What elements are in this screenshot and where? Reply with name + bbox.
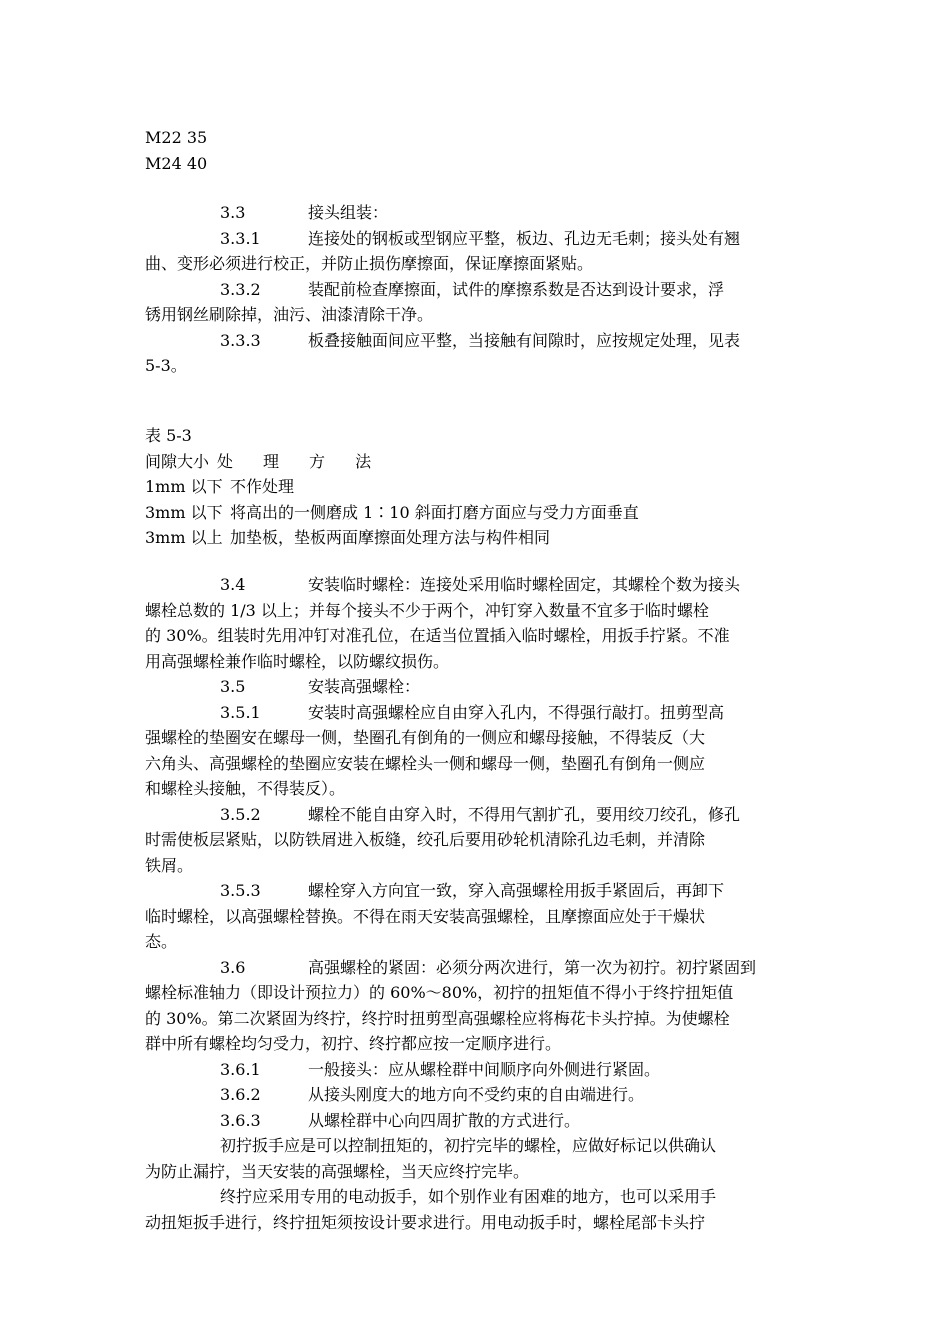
section-number: 3.3 [220, 203, 246, 222]
table-row [145, 500, 807, 526]
table-row [145, 474, 807, 500]
para-3-5-3-line3: 态。 [145, 932, 178, 951]
para-3-6-3 [145, 1108, 807, 1134]
table-cell-method: 不作处理 [230, 477, 295, 496]
table-cell-gap: 3mm 以上 [145, 528, 223, 547]
bolt-value: 35 [186, 128, 208, 147]
section-number: 3.4 [220, 575, 246, 594]
para-3-5-3-line2: 临时螺栓，以高强螺栓替换。不得在雨天安装高强螺栓，且摩擦面应处于干燥状 [145, 906, 706, 926]
paragraph-text: 螺栓穿入方向宜一致，穿入高强螺栓用扳手紧固后，再卸下 [308, 881, 725, 900]
section-3-3-heading [145, 200, 807, 226]
para-3-5-1-line3: 六角头、高强螺栓的垫圈应安装在螺栓头一侧和螺母一侧，垫圈孔有倒角一侧应 [145, 753, 706, 773]
header-char: 理 [263, 451, 280, 471]
para-3-5-2-line1 [145, 802, 807, 828]
section-number: 3.5.2 [220, 804, 261, 824]
section-number: 3.3.2 [220, 279, 261, 299]
table-cell-gap: 1mm 以下 [145, 477, 223, 496]
table-row [145, 525, 807, 551]
bolt-size: M22 [145, 128, 182, 147]
para-3-5-1-line2: 强螺栓的垫圈安在螺母一侧，垫圈孔有倒角的一侧应和螺母接触，不得装反（大 [145, 728, 706, 747]
table-caption: 表 5-3 [145, 426, 192, 445]
para-3-6-line1 [145, 955, 807, 981]
para-3-6-line2: 螺栓标准轴力（即设计预拉力）的 60%～80%，初拧的扭矩值不得小于终拧扭矩值 [145, 983, 734, 1002]
table-header-gap: 间隙大小 [145, 451, 210, 471]
para-3-6-1 [145, 1057, 807, 1083]
section-number: 3.3.1 [220, 228, 261, 248]
para-3-5-3-line1 [145, 878, 807, 904]
table-header-row [145, 449, 807, 475]
bolt-row-m24 [145, 151, 807, 177]
header-char: 处 [217, 451, 234, 471]
section-title: 接头组装： [308, 203, 389, 222]
paragraph-text: 一般接头：应从螺栓群中间顺序向外侧进行紧固。 [308, 1059, 661, 1079]
table-header-method [217, 449, 401, 475]
para-3-3-1-line1 [145, 226, 807, 252]
section-number: 3.6 [220, 957, 246, 977]
para-3-3-2-line2: 锈用钢丝刷除掉，油污、油漆清除干净。 [145, 305, 434, 324]
paragraph-text: 高强螺栓的紧固：必须分两次进行，第一次为初拧。初拧紧固到 [308, 957, 757, 977]
paragraph-text: 装配前检查摩擦面，试件的摩擦系数是否达到设计要求，浮 [308, 279, 725, 299]
para-final-line1: 终拧应采用专用的电动扳手，如个别作业有困难的地方，也可以采用手 [220, 1187, 717, 1206]
paragraph-text: 板叠接触面间应平整，当接触有间隙时，应按规定处理，见表 [308, 330, 741, 350]
section-number: 3.6.1 [220, 1059, 261, 1079]
para-3-6-line4: 群中所有螺栓均匀受力，初拧、终拧都应按一定顺序进行。 [145, 1034, 562, 1053]
table-cell-method: 加垫板，垫板两面摩擦面处理方法与构件相同 [230, 528, 551, 547]
para-3-3-3-line1 [145, 328, 807, 354]
bolt-size-list [145, 125, 807, 176]
section-number: 3.5 [220, 677, 246, 696]
table-cell-gap: 3mm 以下 [145, 502, 223, 522]
section-3-5-heading [145, 674, 807, 700]
para-3-5-2-line2: 时需使板层紧贴，以防铁屑进入板缝，绞孔后要用砂轮机清除孔边毛刺，并清除 [145, 830, 706, 849]
paragraph-text: 从接头刚度大的地方向不受约束的自由端进行。 [308, 1085, 645, 1104]
para-3-4-line2: 螺栓总数的 1/3 以上；并每个接头不少于两个，冲钉穿入数量不宜多于临时螺栓 [145, 600, 709, 620]
para-3-3-1-line2: 曲、变形必须进行校正，并防止损伤摩擦面，保证摩擦面紧贴。 [145, 254, 594, 273]
main-text-block [145, 572, 807, 1235]
table-cell-method: 将高出的一侧磨成 1∶10 斜面打磨方面应与受力方面垂直 [230, 502, 639, 522]
bolt-size: M24 [145, 153, 182, 173]
para-3-5-1-line1 [145, 700, 807, 726]
table-5-3 [145, 423, 807, 551]
section-3-3-block [145, 200, 807, 379]
header-char: 方 [309, 451, 326, 471]
para-3-6-line3: 的 30%。第二次紧固为终拧，终拧时扭剪型高强螺栓应将梅花卡头拧掉。为使螺栓 [145, 1008, 730, 1028]
section-number: 3.6.2 [220, 1085, 261, 1104]
para-3-3-2-line1 [145, 277, 807, 303]
section-title: 安装高强螺栓： [308, 677, 421, 696]
para-3-4-line3: 的 30%。组装时先用冲钉对准孔位，在适当位置插入临时螺栓，用扳手拧紧。不准 [145, 626, 730, 645]
paragraph-text: 连接处的钢板或型钢应平整，板边、孔边无毛刺；接头处有翘 [308, 228, 741, 248]
paragraph-text: 安装临时螺栓：连接处采用临时螺栓固定，其螺栓个数为接头 [308, 575, 741, 594]
para-3-4-line1 [145, 572, 807, 598]
bolt-row-m22 [145, 125, 807, 151]
section-number: 3.5.3 [220, 881, 261, 900]
para-initial-line1: 初拧扳手应是可以控制扭矩的，初拧完毕的螺栓，应做好标记以供确认 [220, 1136, 717, 1155]
section-number: 3.5.1 [220, 702, 261, 722]
paragraph-text: 螺栓不能自由穿入时，不得用气割扩孔，要用绞刀绞孔，修孔 [308, 804, 741, 824]
paragraph-text: 安装时高强螺栓应自由穿入孔内，不得强行敲打。扭剪型高 [308, 702, 725, 722]
para-3-6-2 [145, 1082, 807, 1108]
section-number: 3.6.3 [220, 1110, 261, 1130]
section-number: 3.3.3 [220, 330, 261, 350]
para-3-5-2-line3: 铁屑。 [145, 855, 194, 875]
para-3-4-line4: 用高强螺栓兼作临时螺栓，以防螺纹损伤。 [145, 651, 450, 671]
paragraph-text: 从螺栓群中心向四周扩散的方式进行。 [308, 1110, 581, 1130]
bolt-value: 40 [186, 153, 208, 173]
para-final-line2: 动扭矩扳手进行，终拧扭矩须按设计要求进行。用电动扳手时，螺栓尾部卡头拧 [145, 1212, 706, 1232]
para-initial-line2: 为防止漏拧，当天安装的高强螺栓，当天应终拧完毕。 [145, 1161, 530, 1181]
para-3-3-3-line2: 5-3。 [145, 356, 187, 375]
para-3-5-1-line4: 和螺栓头接触，不得装反）。 [145, 779, 346, 798]
header-char: 法 [355, 451, 372, 471]
